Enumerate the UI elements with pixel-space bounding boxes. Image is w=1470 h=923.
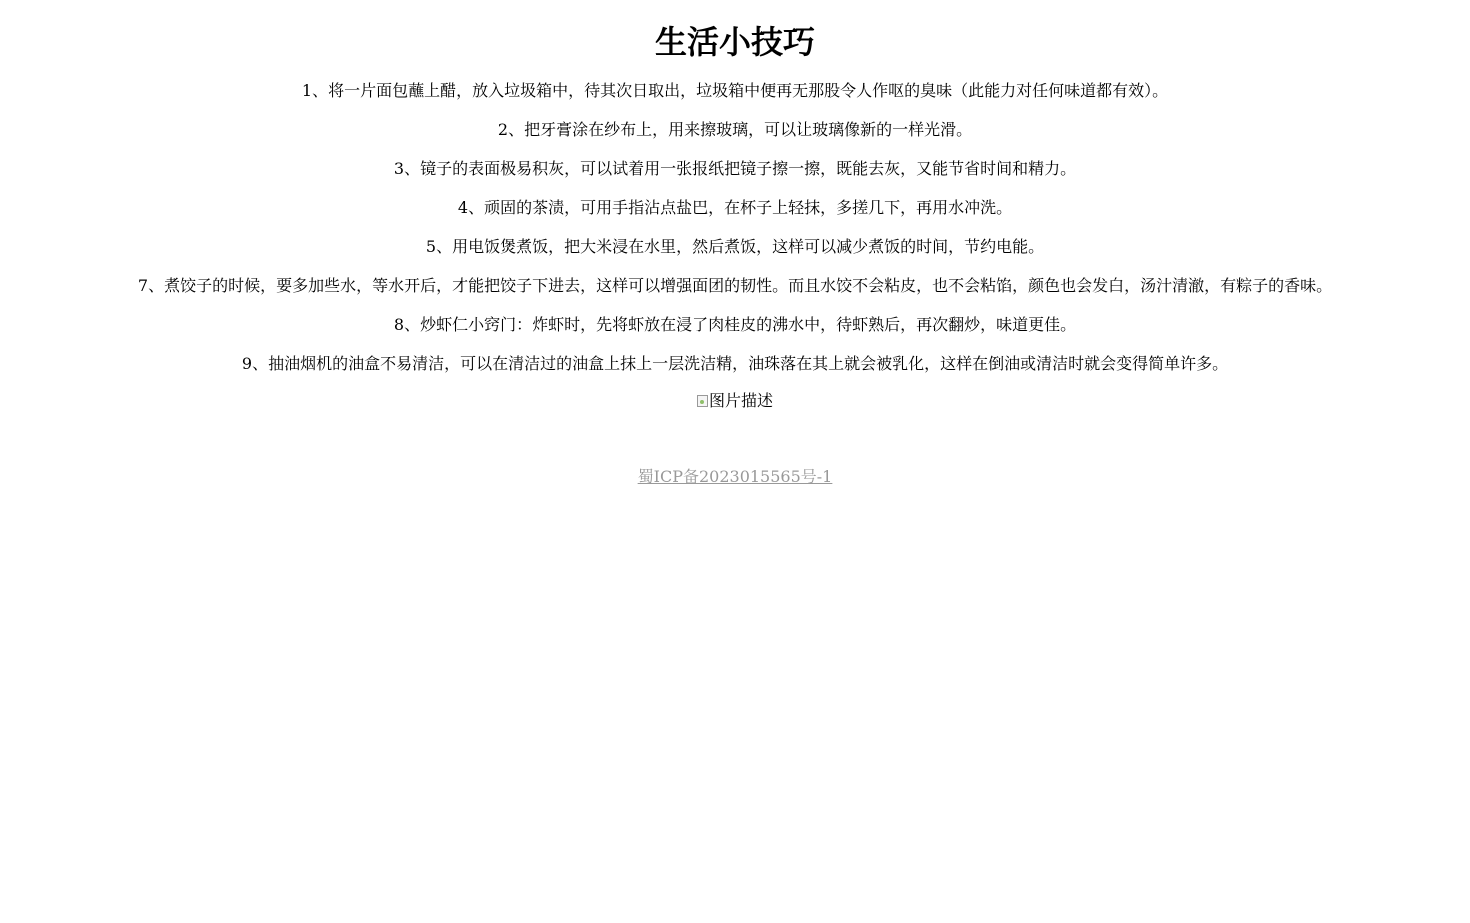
tip-item: 2、把牙膏涂在纱布上，用来擦玻璃，可以让玻璃像新的一样光滑。 — [497, 120, 973, 139]
tip-item: 5、用电饭煲煮饭，把大米浸在水里，然后煮饭，这样可以减少煮饭的时间，节约电能。 — [425, 237, 1045, 256]
image-container — [0, 391, 1470, 411]
tip-item: 8、炒虾仁小窍门：炸虾时，先将虾放在浸了肉桂皮的沸水中，待虾熟后，再次翻炒，味道更佳。 — [393, 315, 1077, 334]
tip-item: 3、镜子的表面极易积灰，可以试着用一张报纸把镜子擦一擦，既能去灰，又能节省时间和精力。 — [393, 159, 1077, 178]
page-title: 生活小技巧 — [654, 23, 815, 61]
tips-list — [0, 79, 1470, 375]
image-placeholder — [697, 391, 773, 411]
tip-item: 7、煮饺子的时候，要多加些水，等水开后，才能把饺子下进去，这样可以增强面团的韧性。而且水饺不会粘皮，也不会粘馅，颜色也会发白，汤汁清澈，有粽子的香味。 — [137, 276, 1333, 295]
tip-item: 1、将一片面包蘸上醋，放入垃圾箱中，待其次日取出，垃圾箱中便再无那股令人作呕的臭味（此能力对任何味道都有效）。 — [301, 81, 1169, 100]
broken-image-icon — [697, 395, 708, 407]
tip-item: 4、顽固的茶渍，可用手指沾点盐巴，在杯子上轻抹，多搓几下，再用水冲洗。 — [457, 198, 1013, 217]
icp-link[interactable]: 蜀ICP备2023015565号-1 — [637, 467, 833, 486]
image-alt-text: 图片描述 — [708, 391, 773, 410]
footer — [0, 467, 1470, 487]
tip-item: 9、抽油烟机的油盒不易清洁，可以在清洁过的油盒上抹上一层洗洁精，油珠落在其上就会被乳化，这样在倒油或清洁时就会变得简单许多。 — [241, 354, 1229, 373]
